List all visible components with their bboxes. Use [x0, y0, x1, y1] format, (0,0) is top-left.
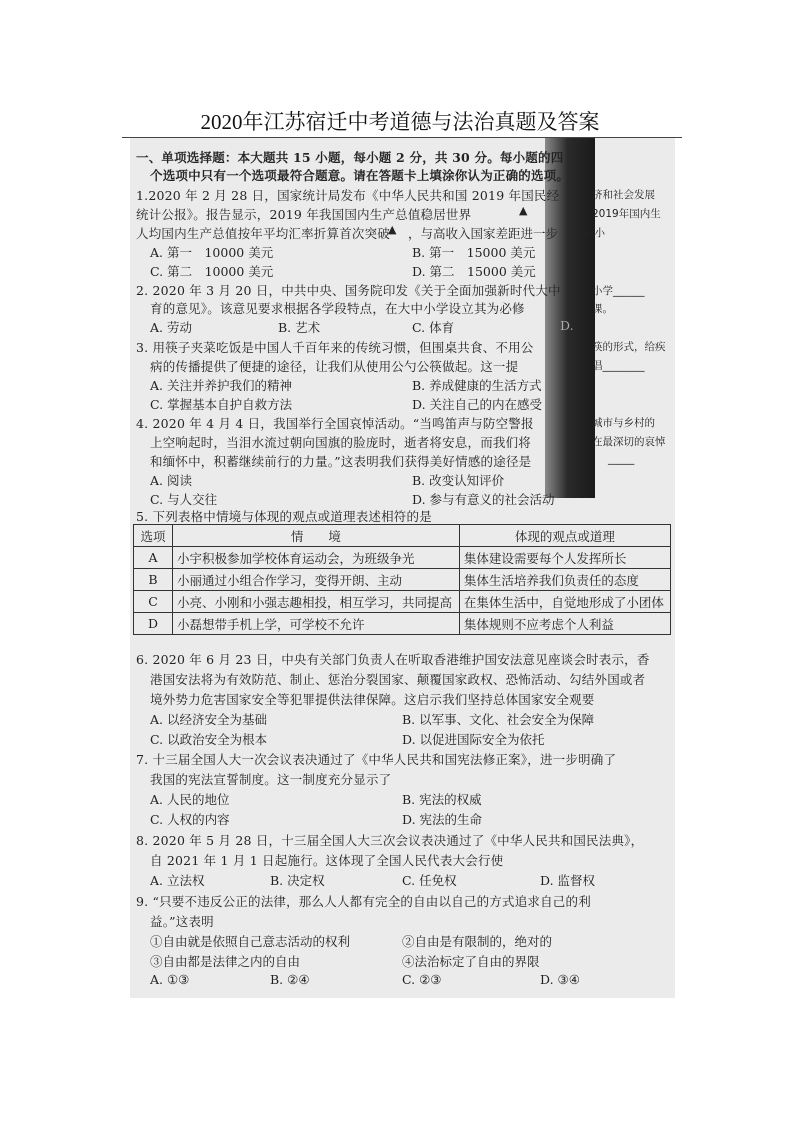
q7-stem-line1: 7. 十三届全国人大一次会议表决通过了《中华人民共和国宪法修正案》，进一步明确了 — [136, 752, 617, 767]
q1-stem-line3-tail: ，与高收入国家差距进一步 — [408, 226, 559, 241]
q8-option-b: B. 决定权 — [270, 873, 325, 888]
q4-option-c: C. 与人交往 — [150, 492, 218, 507]
q5-table — [133, 524, 671, 635]
q2-option-b: B. 艺术 — [278, 320, 321, 335]
side-note-5: 课。 — [592, 303, 613, 315]
q8-option-c: C. 任免权 — [402, 873, 457, 888]
q9-statement-4: ④法治标定了自由的界限 — [402, 954, 540, 969]
page-title: 2020年江苏宿迁中考道德与法治真题及答案 — [200, 110, 600, 134]
table-row — [134, 569, 671, 591]
side-note-2: 2019年国内生 — [592, 208, 661, 220]
blank-triangle-1: ▲ — [519, 204, 528, 217]
table-cell: C — [134, 591, 173, 613]
table-row — [134, 613, 671, 635]
q3-option-a: A. 关注并养护我们的精神 — [150, 378, 292, 393]
q2-stem-line2: 育的意见》。该意见要求根据各学段特点，在大中小学设立其为必修 — [150, 301, 525, 316]
table-cell: 集体建设需要每个人发挥所长 — [459, 547, 670, 569]
q5-stem: 5. 下列表格中情境与体现的观点或道理表述相符的是 — [136, 509, 432, 524]
q4-option-d: D. 参与有意义的社会活动 — [412, 492, 555, 507]
side-note-9: 在最深切的哀悼 — [592, 436, 666, 448]
q8-stem-line2: 自 2021 年 1 月 1 日起施行。这体现了全国人民代表大会行使 — [150, 853, 504, 868]
side-note-3: 缩小 — [584, 227, 605, 239]
q6-option-c: C. 以政治安全为根本 — [150, 732, 268, 747]
q6-stem-line1: 6. 2020 年 6 月 23 日，中央有关部门负责人在听取香港维护国安法意见座谈会时表示，香 — [136, 652, 650, 667]
q9-option-a: A. ①③ — [150, 972, 190, 987]
q8-stem-line1: 8. 2020 年 5 月 28 日，十三届全国人大三次会议表决通过了《中华人民共和国民法典》， — [136, 833, 644, 848]
q3-option-b: B. 养成健康的生活方式 — [412, 378, 542, 393]
q1-option-c: C. 第二 10000 美元 — [150, 264, 274, 279]
q6-option-d: D. 以促进国际安全为依托 — [402, 732, 545, 747]
q1-option-d: D. 第二 15000 美元 — [412, 264, 536, 279]
q9-statement-2: ②自由是有限制的，绝对的 — [402, 934, 553, 949]
table-cell: 集体生活培养我们负责任的态度 — [459, 569, 670, 591]
table-cell: B — [134, 569, 173, 591]
q3-stem-line2: 病的传播提供了便捷的途径，让我们从使用公勺公筷做起。这一提 — [150, 359, 519, 374]
table-header: 体现的观点或道理 — [459, 525, 670, 547]
side-note-6: 筷的形式，给疾 — [592, 341, 666, 353]
table-cell: 在集体生活中，自觉地形成了小团体 — [459, 591, 670, 613]
q2-option-c: C. 体育 — [412, 320, 455, 335]
side-note-7: 倡________ — [592, 360, 645, 372]
q9-statement-3: ③自由都是法律之内的自由 — [150, 954, 301, 969]
q6-option-b: B. 以军事、文化、社会安全为保障 — [402, 712, 595, 727]
blank-triangle-2: ▲ — [388, 223, 397, 236]
q2-option-a: A. 劳动 — [150, 320, 192, 335]
q6-stem-line3: 境外势力危害国家安全等犯罪提供法律保障。这启示我们坚持总体国家安全观要 — [150, 692, 595, 707]
table-cell: 小宇积极参加学校体育运动会，为班级争光 — [173, 547, 460, 569]
q1-stem-line3: 人均国内生产总值按年平均汇率折算首次突破 — [136, 226, 391, 241]
table-cell: A — [134, 547, 173, 569]
table-cell: 小亮、小刚和小强志趣相投，相互学习，共同提高 — [173, 591, 460, 613]
q4-stem-line3: 和缅怀中，积蓄继续前行的力量。”这表明我们获得美好情感的途径是 — [150, 454, 532, 469]
q9-stem-line1: 9. “只要不违反公正的法律，那么人人都有完全的自由以自己的方式追求自己的利 — [136, 894, 591, 909]
q9-option-b: B. ②④ — [270, 972, 310, 987]
table-cell: 小磊想带手机上学，可学校不允许 — [173, 613, 460, 635]
q1-option-a: A. 第一 10000 美元 — [150, 245, 274, 260]
side-note-8: 城市与乡村的 — [592, 417, 655, 429]
q9-option-d: D. ③④ — [540, 972, 580, 987]
q1-stem-line1: 1.2020 年 2 月 28 日，国家统计局发布《中华人民共和国 2019 年国民经 — [136, 188, 560, 203]
table-header: 情 境 — [173, 525, 460, 547]
q2-option-d: D. — [560, 318, 574, 333]
q7-option-a: A. 人民的地位 — [150, 792, 230, 807]
table-header: 选项 — [134, 525, 173, 547]
table-row — [134, 591, 671, 613]
q4-stem-line1: 4. 2020 年 4 月 4 日，我国举行全国哀悼活动。“当鸣笛声与防空警报 — [136, 416, 534, 431]
q6-stem-line2: 港国安法将为有效防范、制止、惩治分裂国家、颠覆国家政权、恐怖活动、勾结外国或者 — [150, 672, 646, 687]
q4-option-a: A. 阅读 — [150, 473, 192, 488]
q3-option-d: D. 关注自己的内在感受 — [412, 397, 543, 412]
q4-option-b: B. 改变认知评价 — [412, 473, 505, 488]
q8-option-a: A. 立法权 — [150, 873, 205, 888]
q3-option-c: C. 掌握基本自护自救方法 — [150, 397, 293, 412]
section-instruction: 个选项中只有一个选项最符合题意。请在答题卡上填涂你认为正确的选项。 — [150, 168, 570, 183]
q7-stem-line2: 我国的宪法宣誓制度。这一制度充分显示了 — [150, 772, 392, 787]
q3-stem-line1: 3. 用筷子夹菜吃饭是中国人千百年来的传统习惯，但围桌共食、不用公 — [136, 340, 534, 355]
side-note-4: 小学______ — [592, 285, 645, 297]
table-cell: 集体规则不应考虑个人利益 — [459, 613, 670, 635]
side-note-10: _____ — [608, 453, 635, 465]
q7-option-d: D. 宪法的生命 — [402, 812, 483, 827]
q4-stem-line2: 上空响起时，当泪水流过朝向国旗的脸庞时，逝者将安息，而我们将 — [150, 435, 532, 450]
q7-option-c: C. 人权的内容 — [150, 812, 230, 827]
q7-option-b: B. 宪法的权威 — [402, 792, 482, 807]
q2-stem-line1: 2. 2020 年 3 月 20 日，中共中央、国务院印发《关于全面加强新时代大中 — [136, 283, 561, 298]
q8-option-d: D. 监督权 — [540, 873, 596, 888]
table-cell: D — [134, 613, 173, 635]
section-heading: 一、单项选择题：本大题共 15 小题，每小题 2 分，共 30 分。每小题的四 — [136, 150, 564, 165]
q9-statement-1: ①自由就是依照自己意志活动的权利 — [150, 934, 351, 949]
q9-option-c: C. ②③ — [402, 972, 442, 987]
q1-stem-line2: 统计公报》。报告显示，2019 年我国国内生产总值稳居世界 — [136, 207, 472, 222]
table-header-row — [134, 525, 671, 547]
q6-option-a: A. 以经济安全为基础 — [150, 712, 267, 727]
side-note-1: 济和社会发展 — [592, 189, 655, 201]
table-row — [134, 547, 671, 569]
q1-option-b: B. 第一 15000 美元 — [412, 245, 536, 260]
table-cell: 小丽通过小组合作学习，变得开朗、主动 — [173, 569, 460, 591]
q9-stem-line2: 益。”这表明 — [150, 914, 214, 929]
